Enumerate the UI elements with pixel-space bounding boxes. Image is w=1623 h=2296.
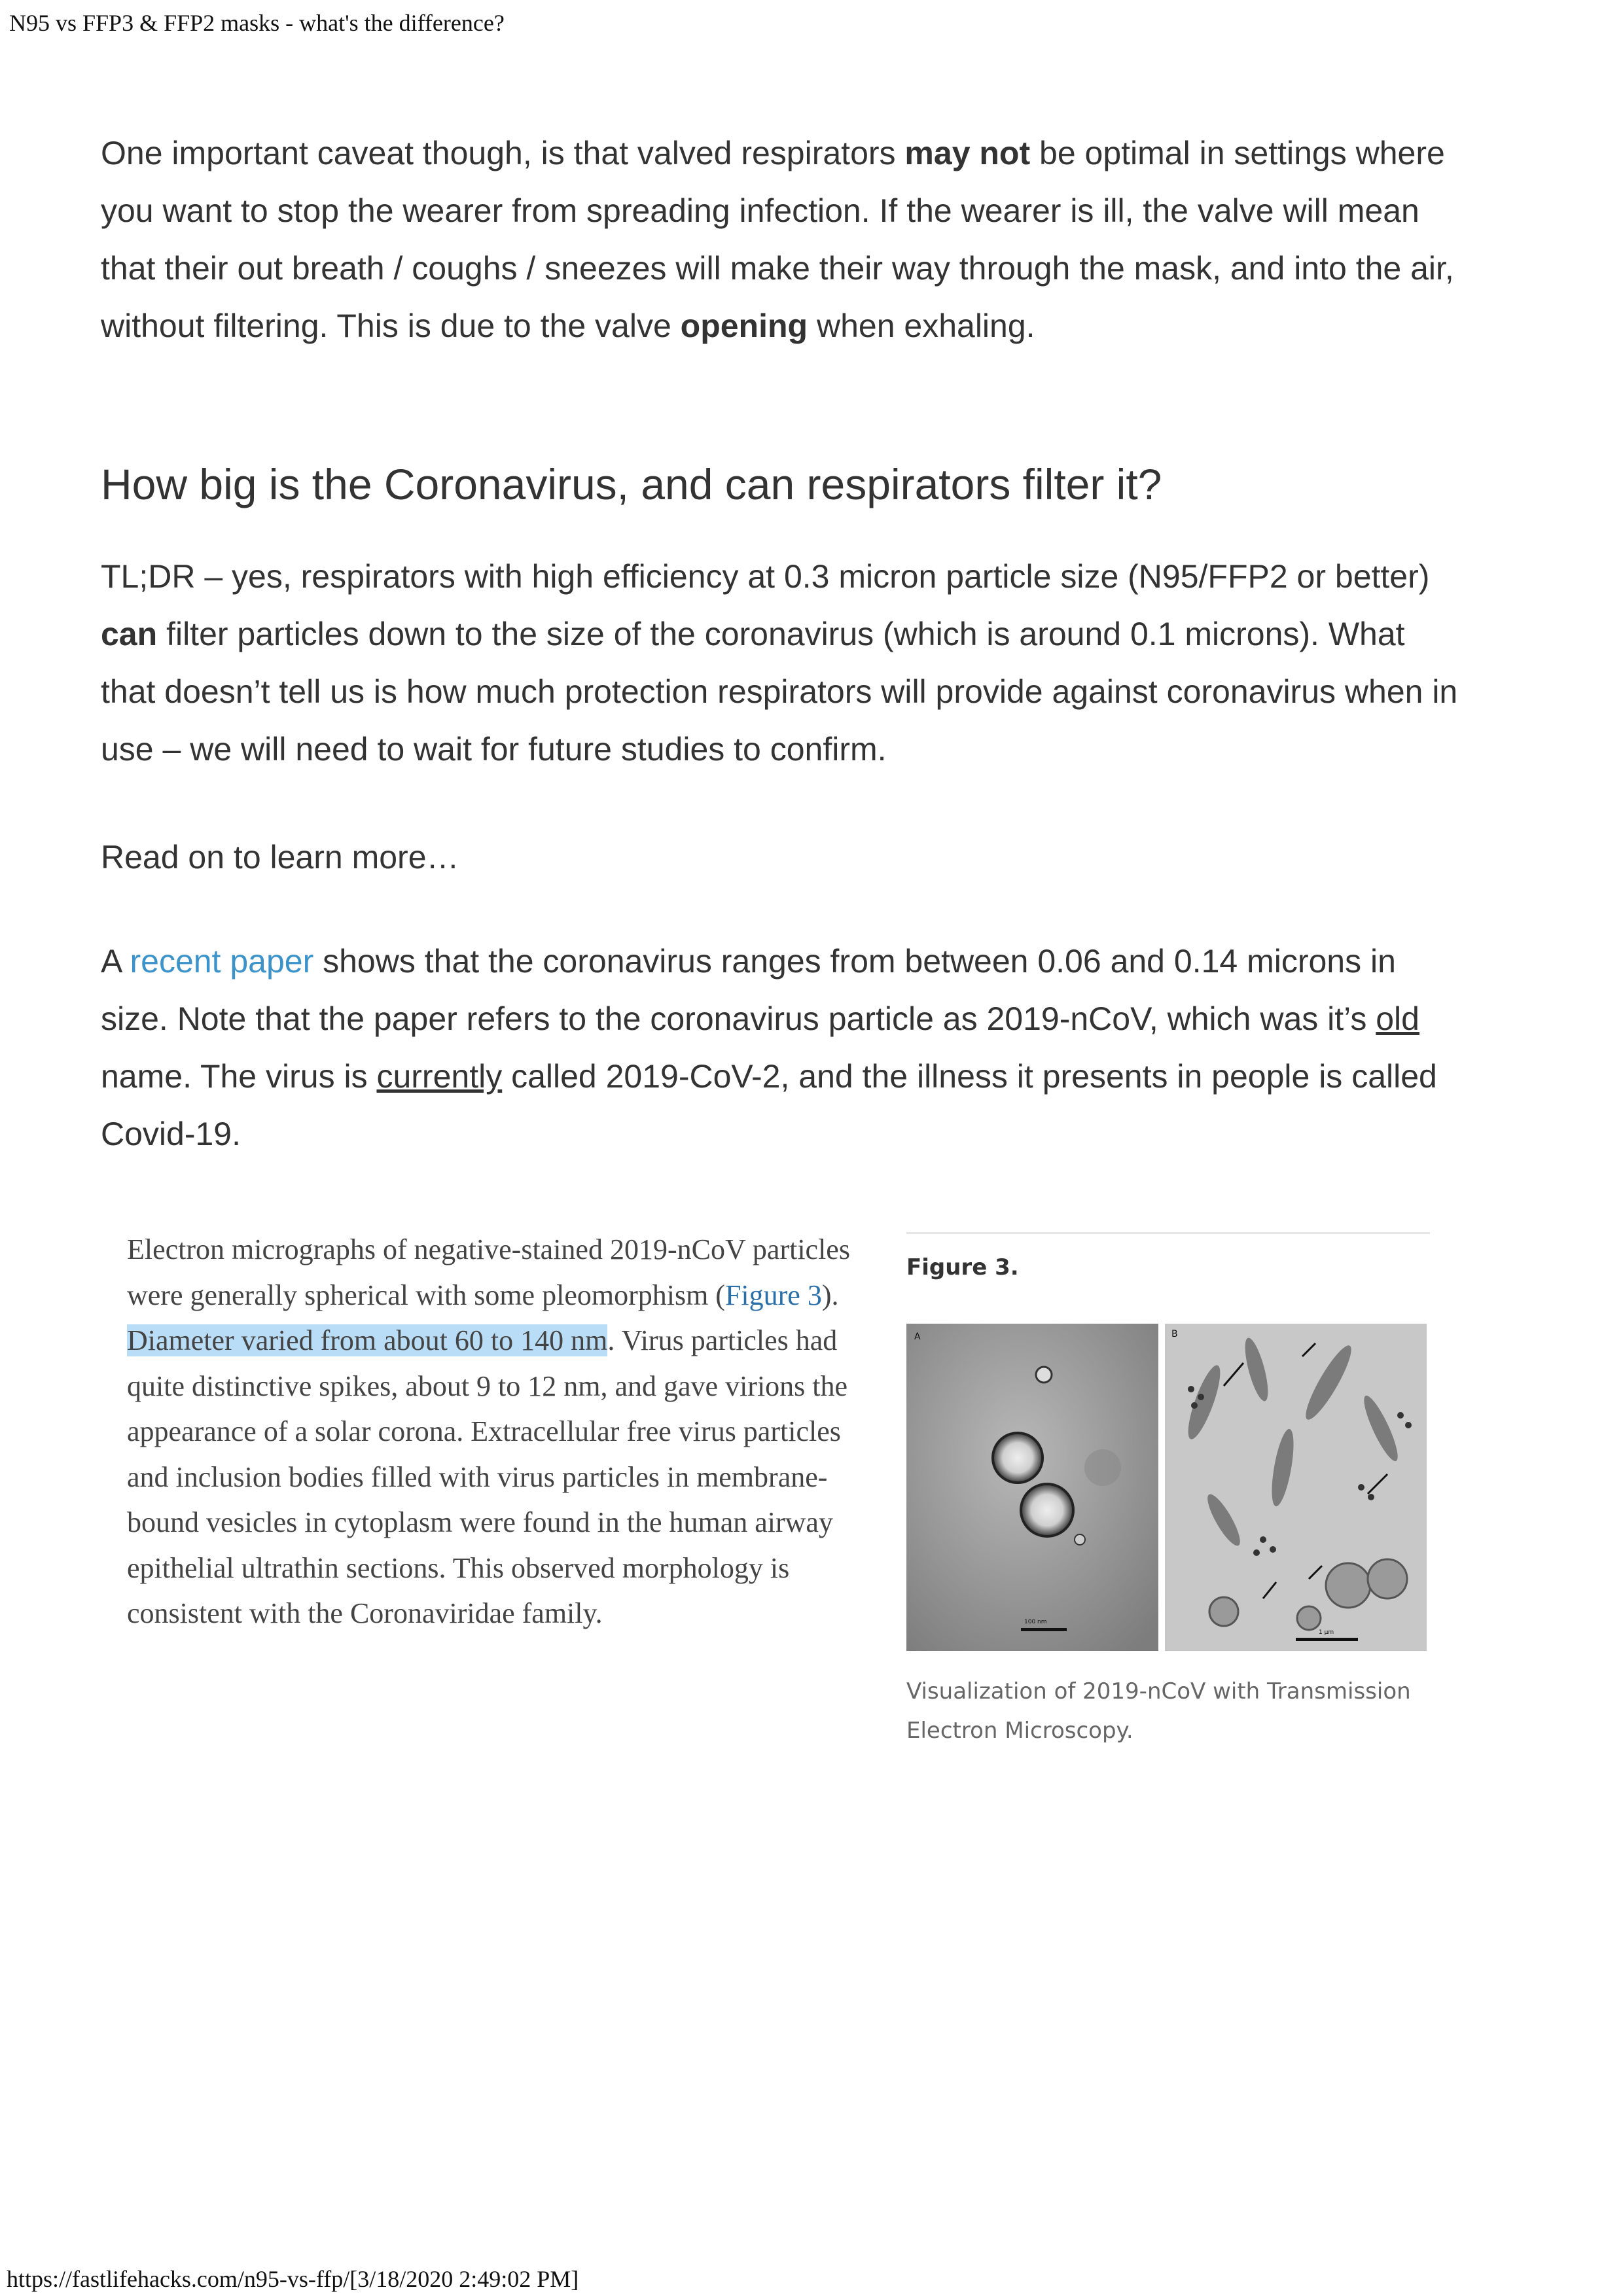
scale-bar-a-label: 100 nm — [1024, 1619, 1047, 1625]
section-heading: How big is the Coronavirus, and can respirators filter it? — [101, 460, 1162, 508]
caveat-bold-opening: opening — [680, 308, 808, 344]
tldr-text-1: TL;DR – yes, respirators with high efficiency at 0.3 micron particle size (N95/FFP2 or better) — [101, 558, 1430, 595]
print-header: N95 vs FFP3 & FFP2 masks - what's the difference? — [9, 10, 505, 36]
scale-bar-b-label: 1 μm — [1319, 1629, 1334, 1636]
caveat-text-2: be optimal in settings where you want to stop the wearer from spreading infection. If the wearer is ill, the valve will mean that their out breath / coughs / sneezes will make their way through the mask, and into the air, without filtering. This is due to the valve — [101, 135, 1454, 344]
print-footer: https://fastlifehacks.com/n95-vs-ffp/[3/18/2020 2:49:02 PM] — [7, 2266, 579, 2292]
paper-text-3: name. The virus is — [101, 1058, 377, 1095]
underline-old: old — [1376, 1000, 1419, 1037]
excerpt-text-2: ). — [821, 1279, 839, 1311]
paper-excerpt — [127, 1227, 866, 1636]
tldr-bold-can: can — [101, 616, 158, 652]
panel-b-label: B — [1171, 1329, 1178, 1339]
micrograph-a — [906, 1324, 1158, 1651]
paper-text-4: called 2019-CoV-2, and the illness it presents in people is called Covid-19. — [101, 1058, 1437, 1152]
paper-paragraph — [101, 932, 1462, 1163]
embedded-figure-image — [124, 1214, 1433, 1770]
figure-title: Figure 3. — [906, 1254, 1019, 1280]
excerpt-text-1: Electron micrographs of negative-stained 2019-nCoV particles were generally spherical with some pleomorphism ( — [127, 1233, 850, 1311]
read-on-paragraph: Read on to learn more… — [101, 839, 459, 875]
figure-divider — [906, 1232, 1430, 1234]
caveat-text-3: when exhaling. — [808, 308, 1035, 344]
figure-caption: Visualization of 2019-nCoV with Transmission Electron Microscopy. — [906, 1678, 1411, 1744]
caveat-paragraph — [101, 124, 1462, 355]
recent-paper-link[interactable]: recent paper — [130, 943, 314, 980]
tldr-paragraph — [101, 548, 1462, 778]
excerpt-text-3: . Virus particles had quite distinctive spikes, about 9 to 12 nm, and gave virions the appearance of a solar corona. Extracellular free virus particles and inclusion bodies filled with virus particles in membrane-bound vesicles in cytoplasm were found in the human airway epithelial ultrathin sections. This observed morphology is consistent with the Coronaviridae family. — [127, 1324, 848, 1629]
micrograph-b — [1165, 1324, 1427, 1651]
caveat-bold-may-not: may not — [904, 135, 1031, 171]
panel-a-label: A — [914, 1332, 921, 1342]
caveat-text-1: One important caveat though, is that valved respirators — [101, 135, 905, 171]
highlighted-diameter: Diameter varied from about 60 to 140 nm — [127, 1324, 608, 1356]
paper-text-2: shows that the coronavirus ranges from between 0.06 and 0.14 microns in size. Note that the paper refers to the coronavirus particle as 2019-nCoV, which was it’s — [101, 943, 1396, 1037]
figure-reference: Figure 3 — [724, 1279, 822, 1311]
paper-text-1: A — [101, 943, 130, 980]
underline-currently: currently — [376, 1058, 503, 1095]
tldr-text-2: filter particles down to the size of the coronavirus (which is around 0.1 microns). What that doesn’t tell us is how much protection respirators will provide against coronavirus when in use – we will need to wait for future studies to confirm. — [101, 616, 1458, 768]
